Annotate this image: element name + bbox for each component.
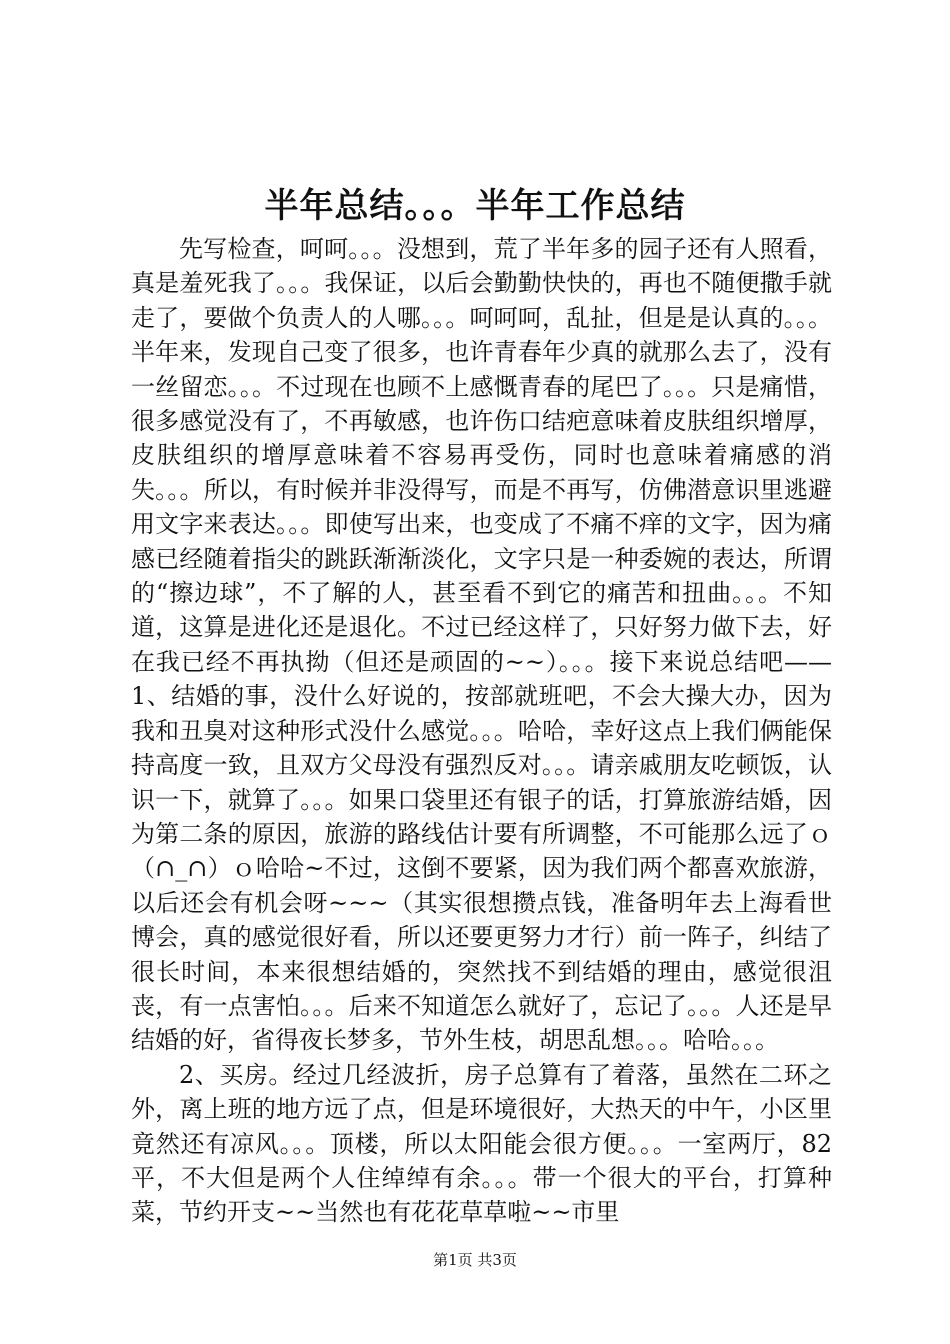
page-number-footer: 第1页 共3页 (433, 1251, 517, 1269)
document-title: 半年总结。。。半年工作总结 (264, 186, 686, 226)
paragraph-2: 2、买房。经过几经波折，房子总算有了着落，虽然在二环之外，离上班的地方远了点，但是环境很好，大热天的中午，小区里竟然还有凉风。。。顶楼，所以太阳能会很方便。。。一室两厅，82平，不大但是两个人住绰绰有余。。。带一个很大的平台，打算种菜，节约开支~~当然也有花花草草啦~~市里 (131, 1060, 832, 1227)
paragraph-1: 先写检查，呵呵。。。没想到，荒了半年多的园子还有人照看，真是羞死我了。。。我保证，以后会勤勤快快的，再也不随便撒手就走了，要做个负责人的人哪。。。呵呵呵，乱扯，但是是认真的。。。半年来，发现自己变了很多，也许青春年少真的就那么去了，没有一丝留恋。。。不过现在也顾不上感慨青春的尾巴了。。。只是痛惜，很多感觉没有了，不再敏感，也许伤口结疤意味着皮肤组织增厚，皮肤组织的增厚意味着不容易再受伤，同时也意味着痛感的消失。。。所以，有时候并非没得写，而是不再写，仿佛潜意识里逃避用文字来表达。。。即使写出来，也变成了不痛不痒的文字，因为痛感已经随着指尖的跳跃渐渐淡化，文字只是一种委婉的表达，所谓的“擦边球”，不了解的人，甚至看不到它的痛苦和扭曲。。。不知道，这算是进化还是退化。不过已经这样了，只好努力做下去，好在我已经不再执拗（但还是顽固的~~）。。。接下来说总结吧——1、结婚的事，没什么好说的，按部就班吧，不会大操大办，因为我和丑臭对这种形式没什么感觉。。。哈哈，幸好这点上我们俩能保持高度一致，且双方父母没有强烈反对。。。请亲戚朋友吃顿饭，认识一下，就算了。。。如果口袋里还有银子的话，打算旅游结婚，因为第二条的原因，旅游的路线估计要有所调整，不可能那么远了ｏ（∩_∩）ｏ哈哈~不过，这倒不要紧，因为我们两个都喜欢旅游，以后还会有机会呀~~~（其实很想攒点钱，准备明年去上海看世博会，真的感觉很好看，所以还要更努力才行）前一阵子，纠结了很长时间，本来很想结婚的，突然找不到结婚的理由，感觉很沮丧，有一点害怕。。。后来不知道怎么就好了，忘记了。。。人还是早结婚的好，省得夜长梦多，节外生枝，胡思乱想。。。哈哈。。。 (131, 235, 832, 1055)
document-body (131, 232, 832, 1230)
